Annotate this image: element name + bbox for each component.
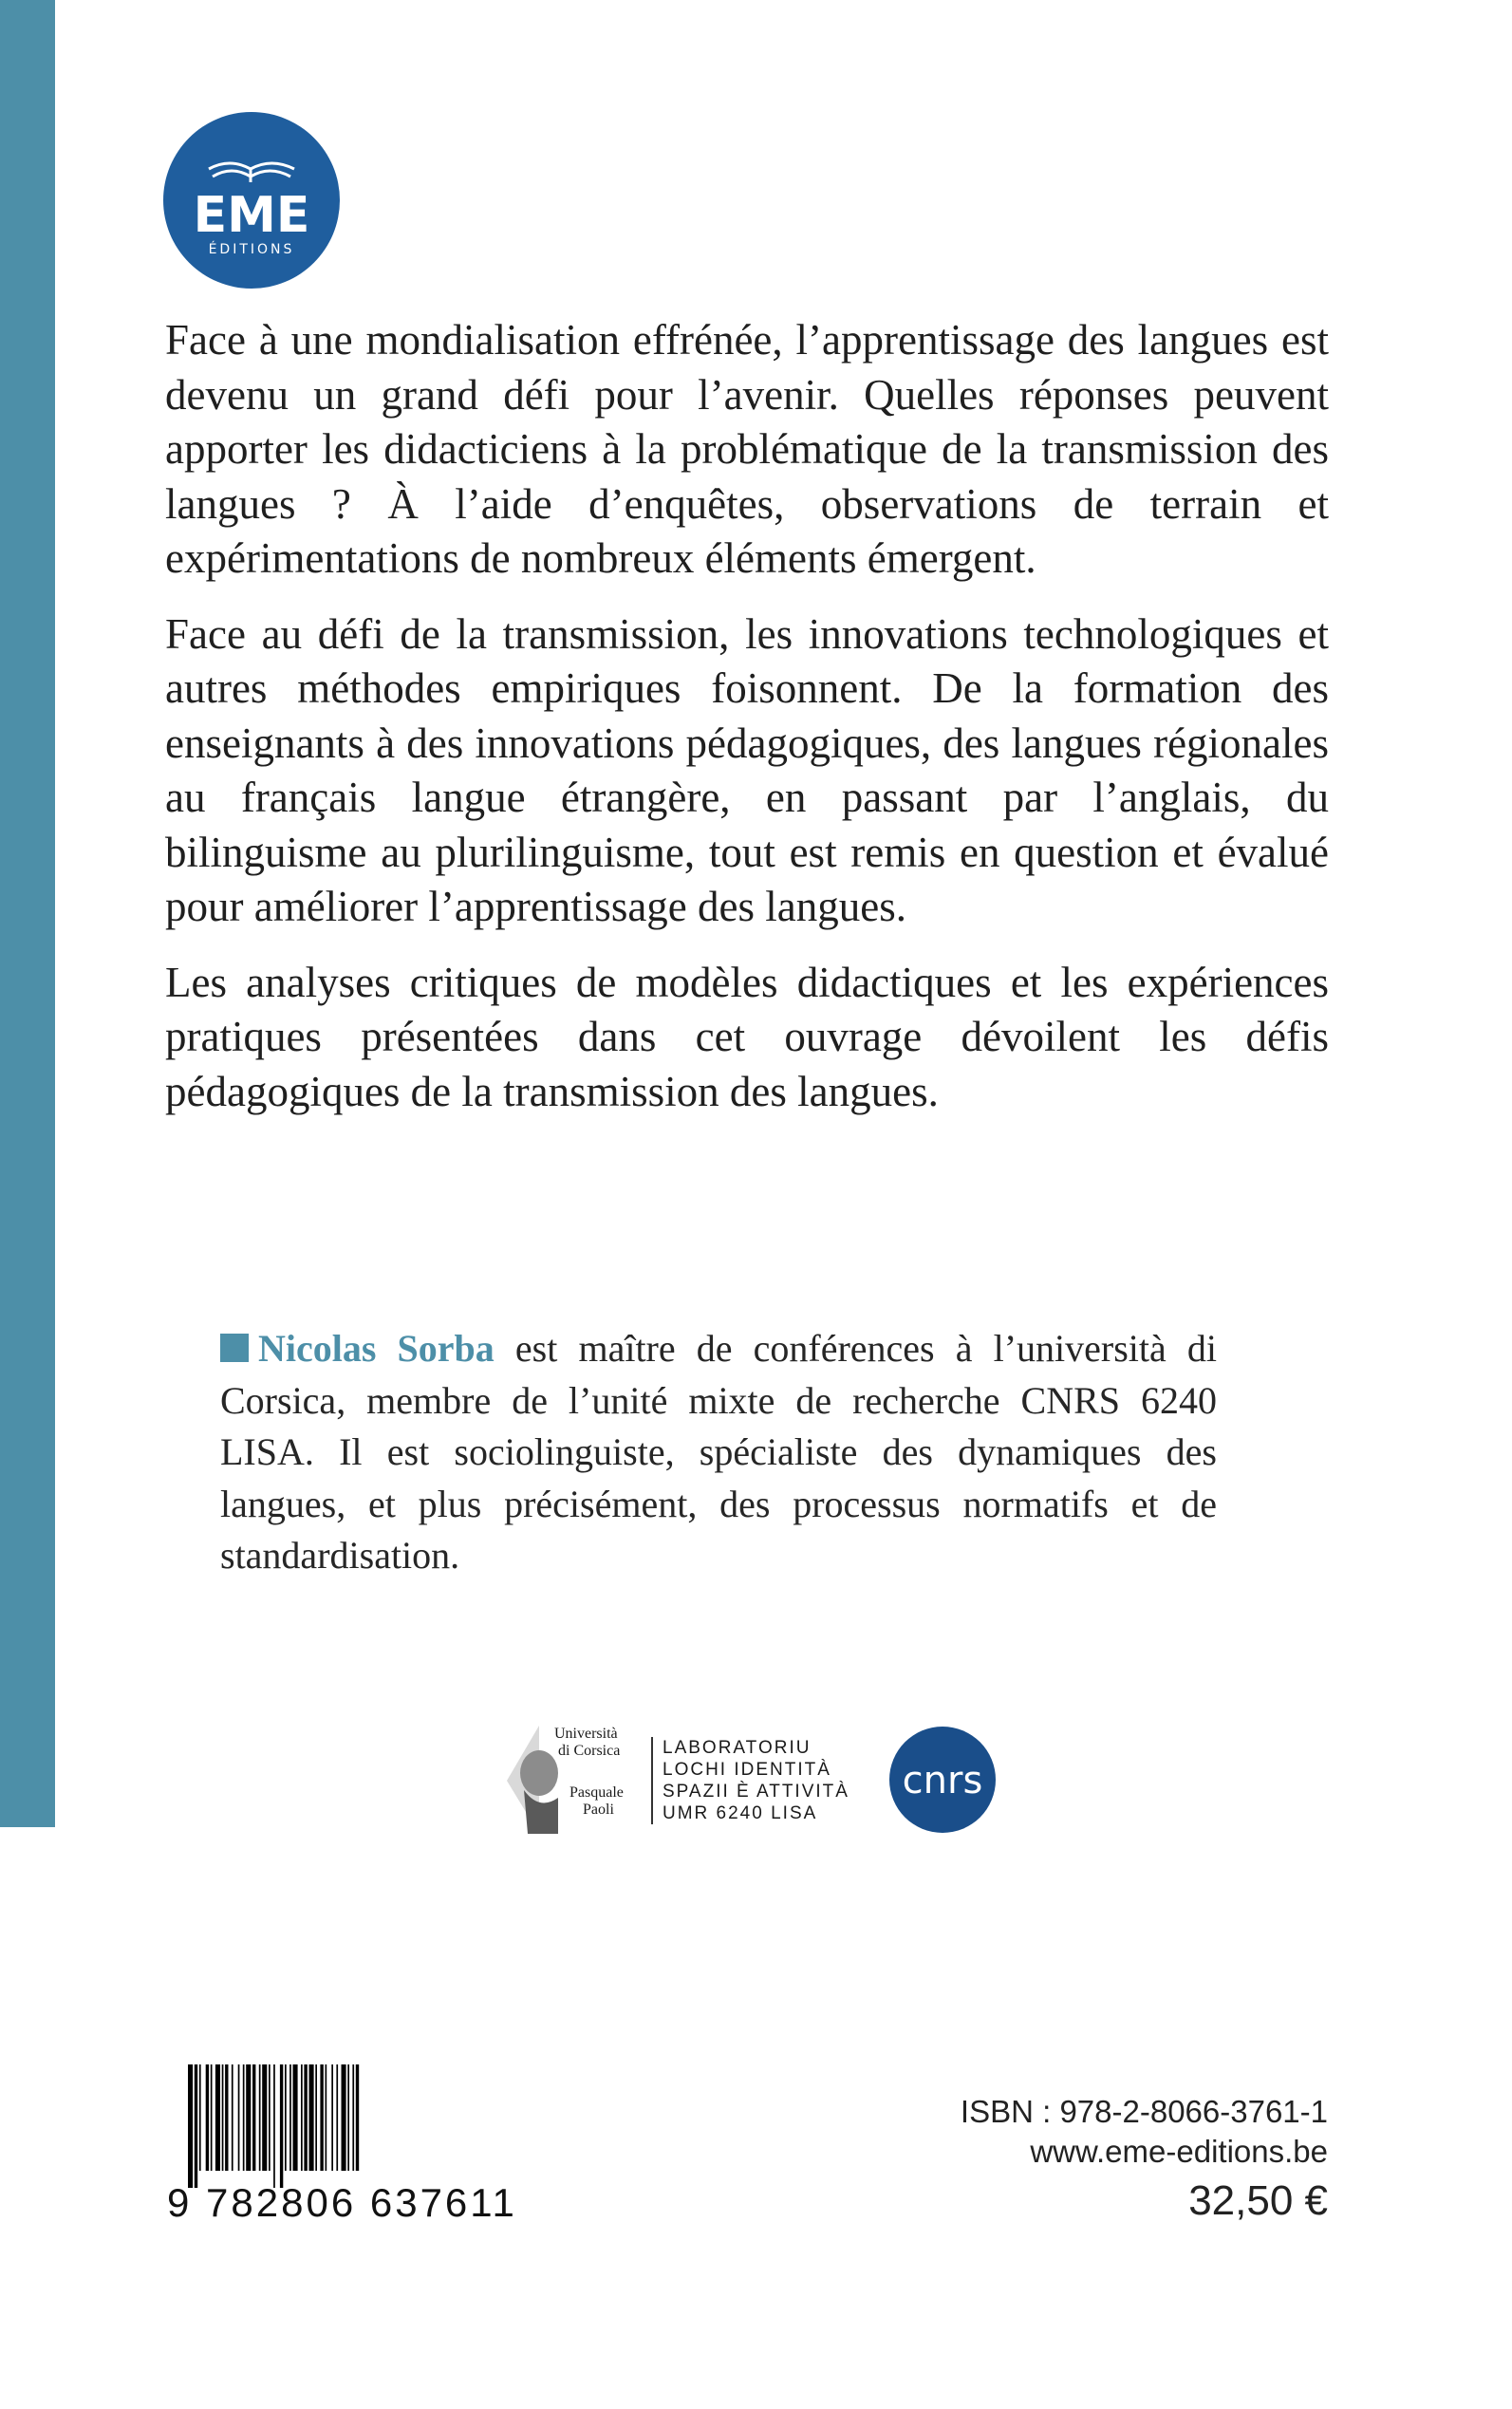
university-line-2: di Corsica xyxy=(558,1743,621,1759)
barcode-bar xyxy=(238,2064,240,2171)
lab-line-4: UMR 6240 LISA xyxy=(663,1803,818,1823)
author-bio xyxy=(220,1323,1217,1582)
barcode-bar xyxy=(232,2064,233,2171)
barcode-bar xyxy=(280,2064,283,2188)
publication-info xyxy=(961,2092,1328,2229)
barcode-bar xyxy=(246,2064,251,2171)
barcode-bar xyxy=(356,2064,359,2171)
barcode-bar xyxy=(304,2064,307,2171)
author-name: Nicolas Sorba xyxy=(258,1327,495,1370)
barcode-bar xyxy=(326,2064,327,2171)
blurb-paragraph-3: Les analyses critiques de modèles didactiques et les expériences pratiques présentées dans cet ouvrage dévoilent les défis pédagogiques de la transmission des langues. xyxy=(165,958,1329,1115)
price: 32,50 € xyxy=(1188,2177,1328,2224)
lab-line-2: LOCHI IDENTITÀ xyxy=(663,1760,831,1780)
barcode-bar xyxy=(199,2064,201,2171)
lab-line-1: LABORATORIU xyxy=(663,1738,812,1758)
barcode-bar xyxy=(195,2064,197,2188)
website: www.eme-editions.be xyxy=(1030,2134,1328,2169)
barcode-bar xyxy=(243,2064,245,2171)
lab-line-3: SPAZII È ATTIVITÀ xyxy=(663,1782,849,1802)
back-cover-blurb xyxy=(165,313,1329,1140)
university-name xyxy=(554,1726,645,1819)
barcode-bar xyxy=(347,2064,349,2171)
barcode-bar xyxy=(206,2064,209,2171)
blurb-paragraph-2: Face au défi de la transmission, les innovations technologiques et autres méthodes empiriques foisonnent. De la formation des enseignants à des innovations pédagogiques, des langues régionales au français langue étrangère, en passant par l’anglais, du bilinguisme au plurilinguisme, tout est remis en question et évalué pour améliorer l’apprentissage des langues. xyxy=(165,609,1329,930)
barcode-bar xyxy=(285,2064,287,2171)
laboratory-name xyxy=(651,1737,877,1824)
barcode-bar xyxy=(331,2064,333,2171)
barcode-bar xyxy=(211,2064,213,2171)
barcode-bar xyxy=(301,2064,303,2171)
barcode-bar xyxy=(293,2064,298,2171)
cnrs-logo-text: cnrs xyxy=(902,1759,983,1802)
barcode-bar xyxy=(262,2064,267,2171)
cnrs-logo xyxy=(888,1726,997,1834)
barcode-bar xyxy=(188,2064,193,2188)
barcode-bars xyxy=(188,2064,501,2188)
bio-marker-square xyxy=(220,1334,249,1362)
barcode-bar xyxy=(215,2064,220,2171)
barcode-bar xyxy=(222,2064,224,2171)
barcode-bar xyxy=(225,2064,228,2171)
barcode-bar xyxy=(352,2064,354,2171)
isbn: ISBN : 978-2-8066-3761-1 xyxy=(960,2094,1328,2129)
cnrs-logo-badge xyxy=(888,1726,997,1834)
barcode-bar xyxy=(269,2064,271,2171)
publisher-logo xyxy=(163,112,340,289)
university-logo xyxy=(501,1724,644,1836)
barcode-bar xyxy=(336,2064,338,2171)
university-line-4: Paoli xyxy=(583,1802,614,1818)
eme-logo-text: EME xyxy=(193,187,310,244)
barcode-bar xyxy=(315,2064,317,2171)
barcode-bar xyxy=(342,2064,346,2171)
author-bio-text: est maître de conférences à l’università di Corsica, membre de l’unité mixte de recherche CNRS 6240 LISA. Il est sociolinguiste, spécialiste des dynamiques des langues, et plus précisément, des processus normatifs et de standardisation. xyxy=(220,1327,1217,1577)
barcode xyxy=(167,2064,517,2226)
eme-logo-subtext: ÉDITIONS xyxy=(208,242,295,257)
side-stripe xyxy=(0,0,55,1827)
barcode-bar xyxy=(252,2064,255,2171)
barcode-bar xyxy=(273,2064,275,2188)
university-line-1: Università xyxy=(554,1726,618,1742)
barcode-bar xyxy=(309,2064,314,2171)
barcode-digits: 9 782806 637611 xyxy=(167,2180,517,2225)
barcode-bar xyxy=(289,2064,291,2171)
university-line-3: Pasquale xyxy=(569,1784,624,1801)
barcode-bar xyxy=(259,2064,261,2171)
barcode-bar xyxy=(320,2064,323,2171)
blurb-paragraph-1: Face à une mondialisation effrénée, l’apprentissage des langues est devenu un grand défi pour l’avenir. Quelles réponses peuvent apporter les didacticiens à la problématique de la transmission des langues ? À l’aide d’enquêtes, observations de terrain et expérimentations de nombreux éléments émergent. xyxy=(165,316,1329,582)
partner-logos xyxy=(501,1724,995,1836)
eme-logo-badge xyxy=(163,112,340,289)
